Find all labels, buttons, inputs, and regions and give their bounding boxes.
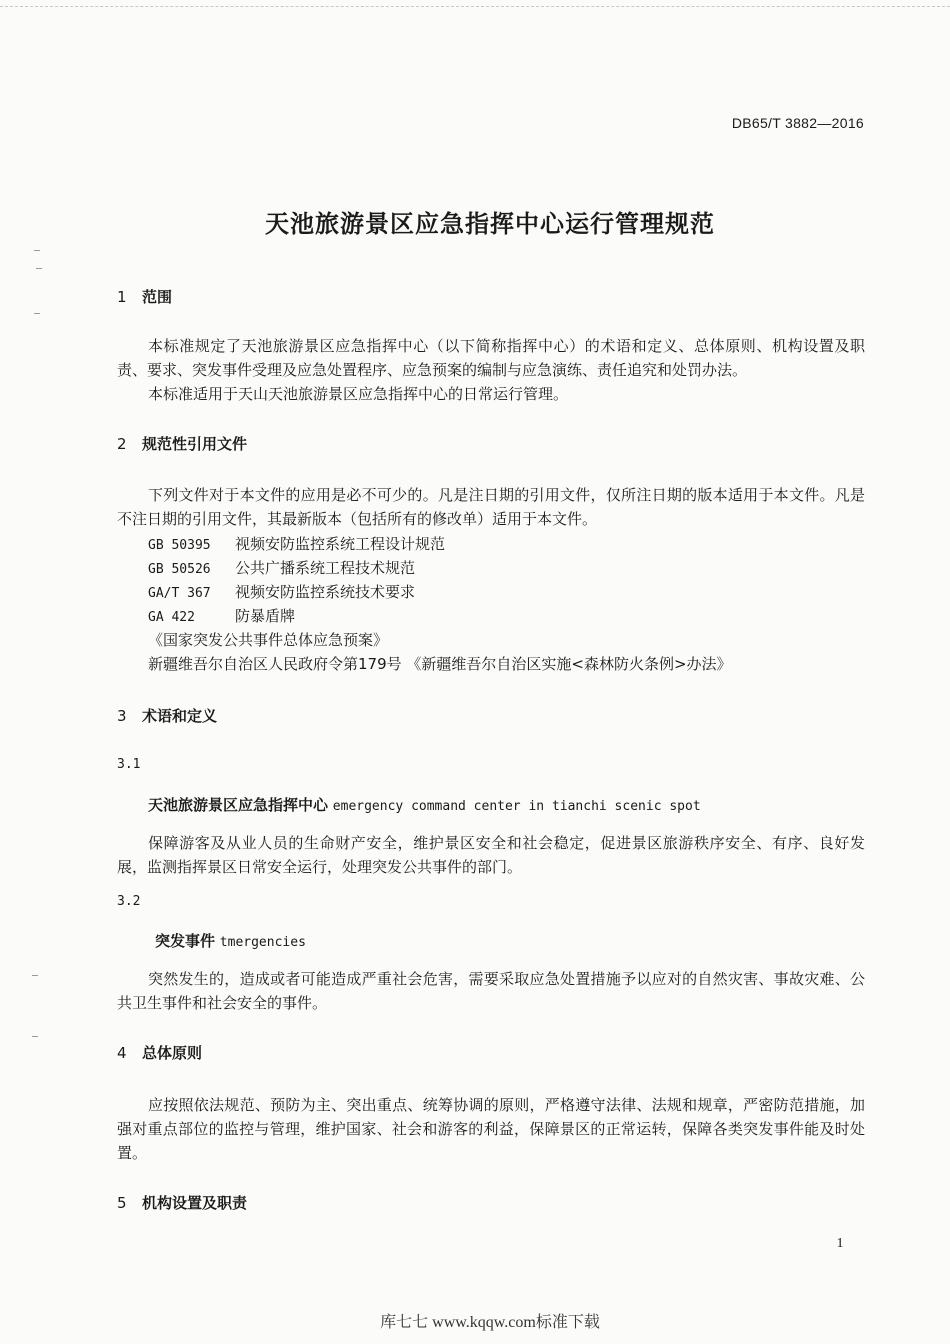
scan-mark: [32, 1036, 38, 1037]
section-title: 范围: [142, 288, 173, 306]
reference-code: GB 50395: [148, 538, 211, 553]
section-number: 4: [117, 1044, 127, 1062]
term-definition: 突然发生的，造成或者可能造成严重社会危害，需要采取应急处置措施予以应对的自然灾害、事故灾难、公共卫生事件和社会安全的事件。: [117, 970, 865, 1012]
scan-mark: [34, 313, 40, 314]
scan-mark: [32, 975, 38, 976]
page-number: 1: [836, 1236, 844, 1251]
term-entry: [155, 930, 306, 951]
term-en: tmergencies: [219, 935, 306, 950]
reference-item: [148, 605, 295, 626]
reference-item: 《国家突发公共事件总体应急预案》: [148, 631, 389, 649]
section-title: 术语和定义: [142, 707, 218, 725]
standard-code: DB65/T 3882—2016: [731, 115, 864, 131]
references-intro: 下列文件对于本文件的应用是必不可少的。凡是注日期的引用文件，仅所注日期的版本适用于本文件。凡是不注日期的引用文件，其最新版本（包括所有的修改单）适用于本文件。: [117, 486, 865, 528]
term-entry: [148, 794, 701, 815]
reference-title: 视频安防监控系统技术要求: [235, 583, 416, 601]
section-heading-2: [117, 433, 247, 454]
term-number: 3.1: [117, 757, 141, 772]
section-number: 5: [117, 1194, 127, 1212]
reference-code: GA 422: [148, 610, 195, 625]
scope-paragraph: 本标准规定了天池旅游景区应急指挥中心（以下简称指挥中心）的术语和定义、总体原则、机构设置及职责、要求、突发事件受理及应急处置程序、应急预案的编制与应急演练、责任追究和处罚办法。: [117, 337, 865, 379]
reference-title: 视频安防监控系统工程设计规范: [235, 535, 446, 553]
footer-watermark: 库七七 www.kqqw.com标准下载: [380, 1314, 600, 1331]
section-heading-1: [117, 286, 172, 307]
term-zh: 突发事件: [155, 932, 216, 950]
scan-mark: [36, 268, 42, 269]
scan-mark: [34, 250, 40, 251]
section-title: 总体原则: [142, 1044, 203, 1062]
section-heading-3: [117, 705, 217, 726]
section-number: 3: [117, 707, 127, 725]
principles-paragraph: 应按照依法规范、预防为主、突出重点、统筹协调的原则，严格遵守法律、法规和规章，严密防范措施，加强对重点部位的监控与管理，维护国家、社会和游客的利益，保障景区的正常运转，保障各类突发事件能及时处置。: [117, 1096, 865, 1162]
scope-applicability: 本标准适用于天山天池旅游景区应急指挥中心的日常运行管理。: [148, 385, 569, 403]
document-title: 天池旅游景区应急指挥中心运行管理规范: [265, 210, 715, 238]
section-number: 2: [117, 435, 127, 453]
reference-item: [148, 557, 415, 578]
section-heading-4: [117, 1042, 202, 1063]
reference-item: [148, 581, 415, 602]
section-title: 规范性引用文件: [142, 435, 248, 453]
reference-item: 新疆维吾尔自治区人民政府令第179号 《新疆维吾尔自治区实施<森林防火条例>办法》: [148, 655, 732, 673]
reference-item: [148, 533, 445, 554]
term-zh: 天池旅游景区应急指挥中心: [148, 796, 329, 814]
term-definition: 保障游客及从业人员的生命财产安全，维护景区安全和社会稳定，促进景区旅游秩序安全、有序、良好发展，监测指挥景区日常安全运行，处理突发公共事件的部门。: [117, 834, 865, 876]
term-number: 3.2: [117, 894, 141, 909]
section-number: 1: [117, 288, 127, 306]
scan-edge: [0, 0, 950, 7]
section-title: 机构设置及职责: [142, 1194, 248, 1212]
reference-title: 防暴盾牌: [235, 607, 296, 625]
term-en: emergency command center in tianchi scenic spot: [332, 799, 701, 814]
reference-code: GA/T 367: [148, 586, 211, 601]
section-heading-5: [117, 1192, 247, 1213]
reference-title: 公共广播系统工程技术规范: [235, 559, 416, 577]
reference-code: GB 50526: [148, 562, 211, 577]
